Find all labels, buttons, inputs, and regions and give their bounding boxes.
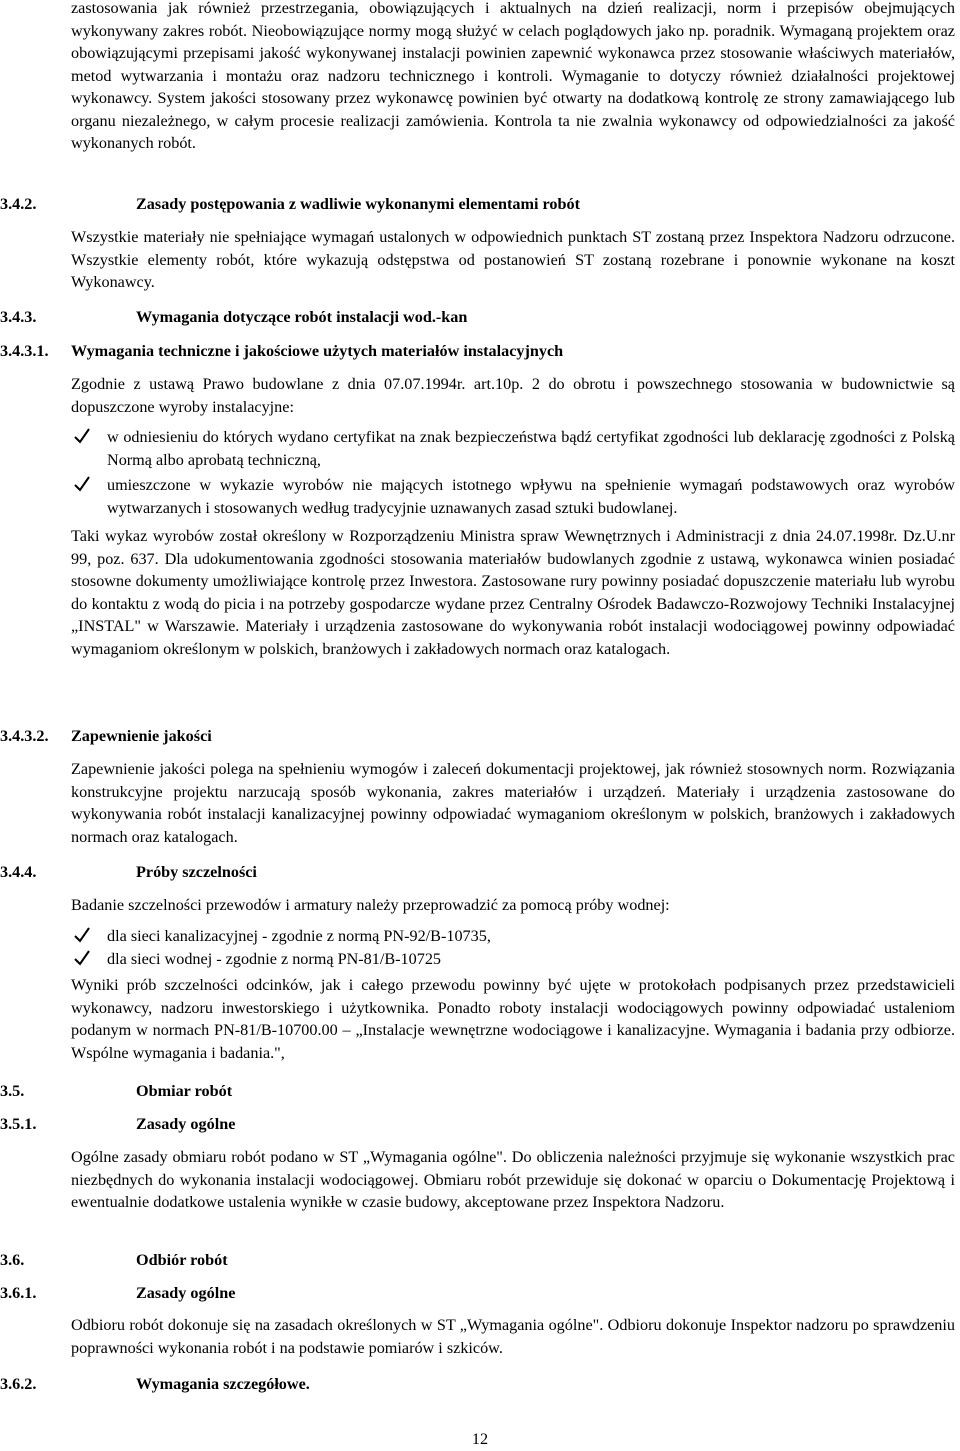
section-title: Wymagania dotyczące robót instalacji wod.-kan [136,308,468,326]
list-item [71,925,955,948]
section-number: 3.5.1. [0,1115,37,1133]
section-number: 3.4.3.1. [0,342,49,360]
section-number: 3.5. [0,1082,25,1100]
section-title: Odbiór robót [136,1251,228,1269]
page-number: 12 [471,1430,489,1448]
checkmark-icon [73,426,91,446]
section-title: Zapewnienie jakości [71,727,212,745]
section-3-4-4-paragraph-1: Badanie szczelności przewodów i armatury należy przeprowadzić za pomocą próby wodnej: [71,896,670,914]
section-3-4-3-1-paragraph-1: Zgodnie z ustawą Prawo budowlane z dnia 07.07.1994r. art.10p. 2 do obrotu i powszechnego stosowania w budownictwie są dopuszczone wyroby instalacyjne: [71,375,955,416]
checkmark-icon [73,925,91,945]
list-item-text: w odniesieniu do których wydano certyfikat na znak bezpieczeństwa bądź certyfikat zgodności lub deklarację zgodności z Polską Normą albo aprobatą techniczną, [107,428,955,469]
section-number: 3.6. [0,1251,25,1269]
list-item [71,474,955,519]
list-item [71,426,955,471]
section-number: 3.4.3. [0,308,37,326]
intro-paragraph: zastosowania jak również przestrzegania, obowiązujących i aktualnych na dzień realizacji, norm i przepisów obejmujących wykonywany zakres robót. Nieobowiązujące normy mogą służyć w celach poglądowych jako np. poradnik. Wymaganą projektem oraz obowiązującymi przepisami jakość wykonywanej instalacji powinien zapewnić wykonawca przez stosowanie właściwych materiałów, metod wytwarzania i montażu oraz nadzoru technicznego i kontroli. Wymaganie to dotyczy również działalności projektowej wykonawcy. System jakości stosowany przez wykonawcę powinien być otwarty na dodatkową kontrolę ze strony zamawiającego lub organu niezależnego, w całym procesie realizacji zamówienia. Kontrola ta nie zwalnia wykonawcy od odpowiedzialności za jakość wykonanych robót. [71,0,955,152]
section-title: Zasady ogólne [136,1115,236,1133]
section-3-6-1-paragraph: Odbioru robót dokonuje się na zasadach określonych w ST „Wymagania ogólne". Odbioru dokonuje Inspektor nadzoru po sprawdzeniu poprawności wykonania robót i na podstawie pomiarów i szkiców. [71,1316,955,1357]
section-title: Zasady ogólne [136,1284,236,1302]
section-3-4-3-1-paragraph-2: Taki wykaz wyrobów został określony w Rozporządzeniu Ministra spraw Wewnętrznych i Administracji z dnia 24.07.1998r. Dz.U.nr 99, poz. 637. Dla udokumentowania zgodności stosowania materiałów budowlanych zgodnie z ustawą, wykonawca winien posiadać stosowne dokumenty umożliwiające kontrolę przez Inwestora. Zastosowane rury powinny posiadać dopuszczenie materiału lub wyrobu do kontaktu z wodą do picia i na potrzeby gospodarcze wydane przez Centralny Ośrodek Badawczo-Rozwojowy Techniki Instalacyjnej „INSTAL" w Warszawie. Materiały i urządzenia zastosowane do wykonywania robót instalacji wodociągowej powinny odpowiadać wymaganiom określonym w polskich, branżowych i zakładowych normach oraz katalogach. [71,527,955,658]
section-3-4-4-paragraph-2: Wyniki prób szczelności odcinków, jak i całego przewodu powinny być ujęte w protokołach podpisanych przez przedstawicieli wykonawcy, nadzoru inwestorskiego i użytkownika. Ponadto roboty instalacji wodociągowych powinny odpowiadać ustaleniom podanym w normach PN-81/B-10700.00 – „Instalacje wewnętrzne wodociągowe i kanalizacyjne. Wymagania i badania przy odbiorze. Wspólne wymagania i badania.", [71,976,955,1062]
section-3-5-1-paragraph: Ogólne zasady obmiaru robót podano w ST „Wymagania ogólne". Do obliczenia należności przyjmuje się wykonanie wszystkich prac niezbędnych do wykonania instalacji wodociągowej. Obmiaru robót przewiduje się dokonać w oparciu o Dokumentację Projektową i ewentualnie dodatkowe ustalenia wynikłe w czasie budowy, akceptowane przez Inspektora Nadzoru. [71,1148,955,1211]
section-number: 3.6.1. [0,1284,37,1302]
list-item-text: dla sieci kanalizacyjnej - zgodnie z normą PN-92/B-10735, [107,927,491,945]
list-item-text: dla sieci wodnej - zgodnie z normą PN-81/B-10725 [107,950,442,968]
section-3-4-3-2-paragraph: Zapewnienie jakości polega na spełnieniu wymogów i zaleceń dokumentacji projektowej, jak również stosownych norm. Rozwiązania konstrukcyjne projektu narzucają sposób wykonania, zakres materiałów i urządzeń. Materiały i urządzenia zastosowane do wykonywania robót instalacji kanalizacyjnej powinny odpowiadać wymaganiom określonym w polskich, branżowych i zakładowych normach oraz katalogach. [71,760,955,846]
section-title: Próby szczelności [136,863,257,881]
section-title: Obmiar robót [136,1082,233,1100]
section-number: 3.4.3.2. [0,727,49,745]
section-title: Zasady postępowania z wadliwie wykonanymi elementami robót [136,195,580,213]
list-item-text: umieszczone w wykazie wyrobów nie mających istotnego wpływu na spełnienie wymagań podstawowych oraz wyrobów wytwarzanych i stosowanych według tradycyjnie uznawanych zasad sztuki budowlanej. [107,476,955,517]
section-number: 3.6.2. [0,1375,37,1393]
checkmark-icon [73,474,91,494]
section-3-4-2-paragraph: Wszystkie materiały nie spełniające wymagań ustalonych w odpowiednich punktach ST zostaną przez Inspektora Nadzoru odrzucone. Wszystkie elementy robót, które wykazują odstępstwa od postanowień ST zostaną rozebrane i ponownie wykonane na koszt Wykonawcy. [71,228,955,291]
section-title: Wymagania techniczne i jakościowe użytych materiałów instalacyjnych [71,342,564,360]
list-item [71,948,955,971]
section-number: 3.4.2. [0,195,37,213]
section-title: Wymagania szczegółowe. [136,1375,310,1393]
section-number: 3.4.4. [0,863,37,881]
checkmark-icon [73,948,91,968]
